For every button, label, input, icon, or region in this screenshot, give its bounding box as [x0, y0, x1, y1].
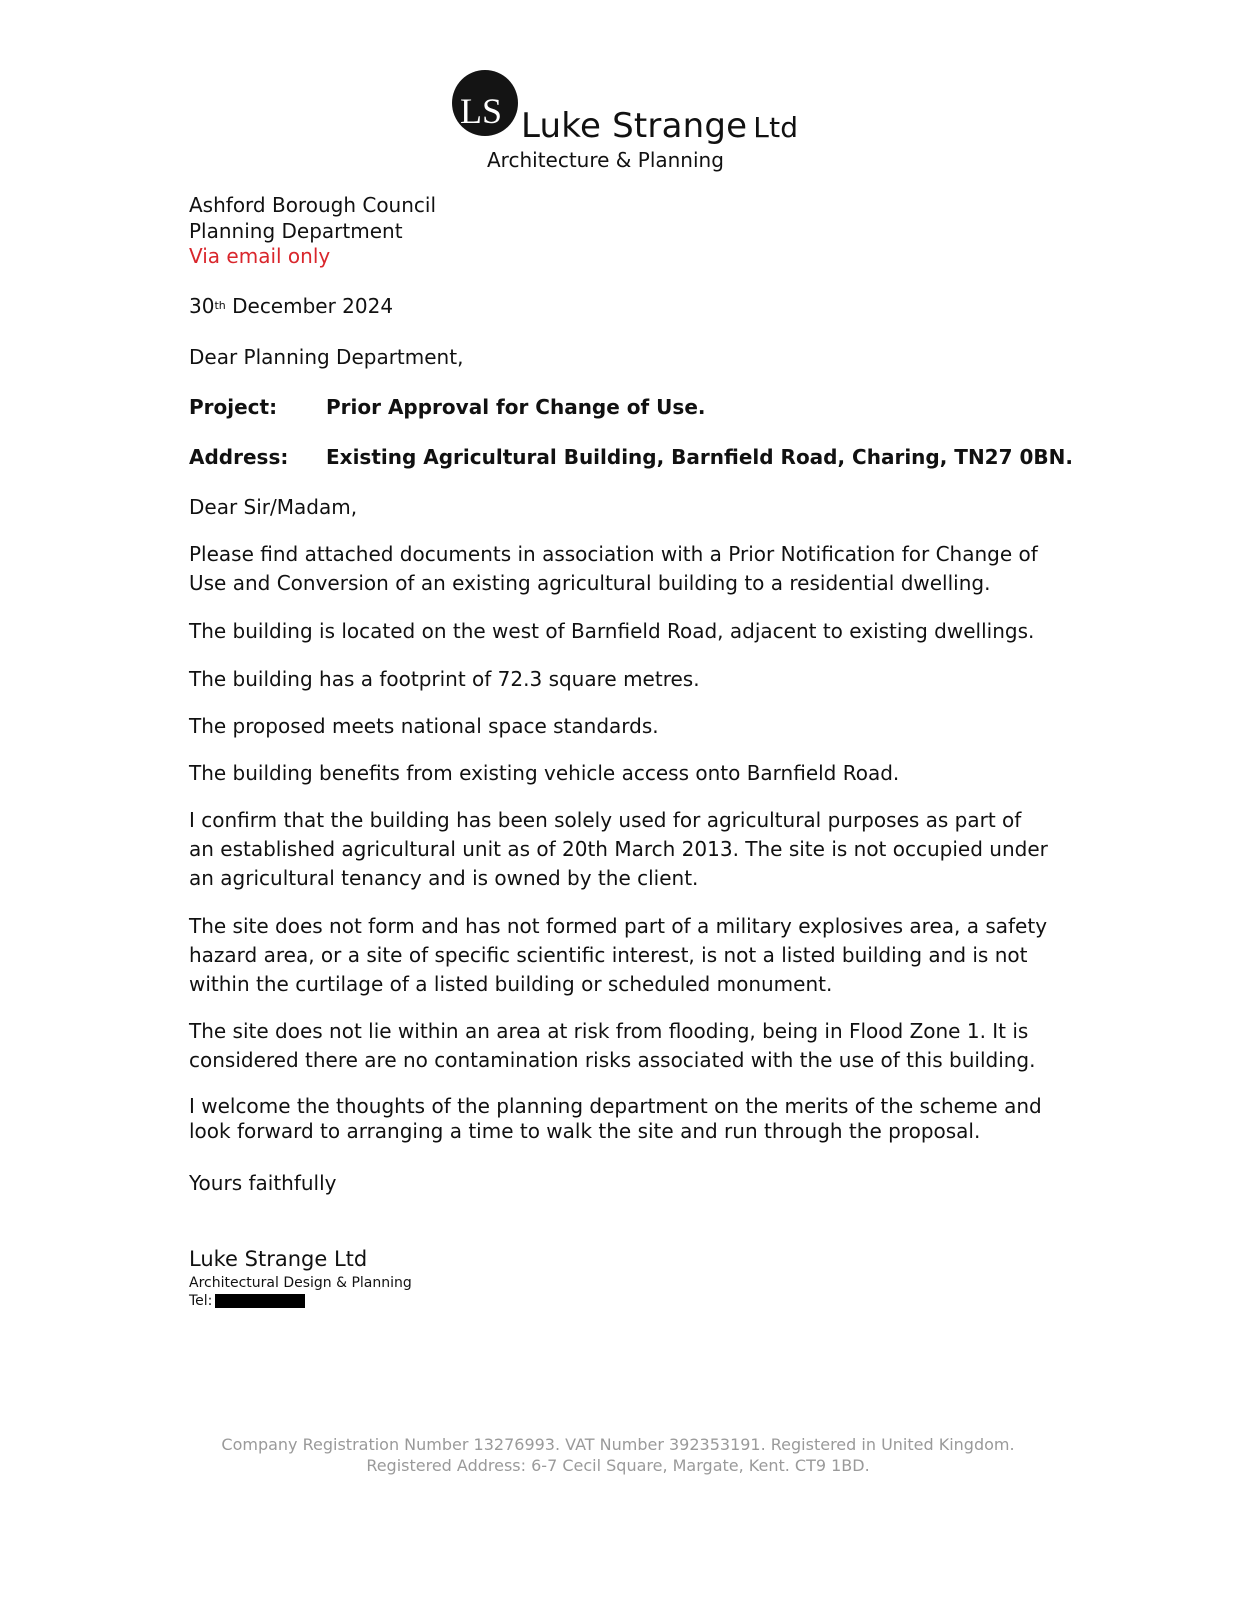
paragraph-7: The site does not form and has not formed part of a military explosives area, a safety hazard area, or a site of specific scientific interest, is not a listed building and is not within the curtilage of a listed building or scheduled monument.	[189, 914, 1048, 996]
salutation-sir-madam: Dear Sir/Madam,	[189, 495, 358, 519]
paragraph-5: The building benefits from existing vehicle access onto Barnfield Road.	[189, 761, 900, 785]
recipient-line-1: Ashford Borough Council	[189, 193, 437, 217]
closing: Yours faithfully	[189, 1171, 337, 1195]
salutation-department: Dear Planning Department,	[189, 345, 464, 369]
redaction-bar	[215, 1294, 305, 1308]
project-label: Project:	[189, 395, 278, 419]
paragraph-2: The building is located on the west of Barnfield Road, adjacent to existing dwellings.	[189, 619, 1035, 643]
address-line	[189, 443, 1073, 472]
address-label: Address:	[189, 445, 289, 469]
logo-initials: LS	[459, 91, 503, 131]
company-suffix: Ltd	[753, 111, 799, 144]
paragraph-1: Please find attached documents in association with a Prior Notification for Change of Use and Conversion of an existing agricultural building to a residential dwelling.	[189, 542, 1038, 595]
date-day: 30	[189, 294, 215, 318]
recipient-line-2: Planning Department	[189, 218, 403, 243]
footer-line-1: Company Registration Number 13276993. VAT Number 392353191. Registered in United Kingdom.	[221, 1435, 1015, 1454]
paragraph-3: The building has a footprint of 72.3 square metres.	[189, 667, 700, 691]
footer	[0, 1434, 1236, 1476]
company-tagline: Architecture & Planning	[487, 148, 724, 172]
paragraph-4: The proposed meets national space standards.	[189, 714, 659, 738]
paragraph-9: I welcome the thoughts of the planning department on the merits of the scheme and look forward to arranging a time to walk the site and run through the proposal.	[189, 1094, 1042, 1143]
tel-label: Tel:	[189, 1293, 213, 1309]
project-value: Prior Approval for Change of Use.	[326, 395, 706, 419]
date-ordinal: th	[214, 299, 226, 312]
company-name-text: Luke Strange	[521, 106, 748, 146]
letterhead	[450, 68, 799, 178]
paragraph-6: I confirm that the building has been solely used for agricultural purposes as part of an established agricultural unit as of 20th March 2013. The site is not occupied under an agricultural tenancy and is owned by the client.	[189, 808, 1048, 890]
signature-name: Luke Strange Ltd	[189, 1247, 368, 1271]
footer-line-2: Registered Address: 6-7 Cecil Square, Margate, Kent. CT9 1BD.	[366, 1456, 870, 1475]
delivery-note: Via email only	[189, 244, 331, 268]
signature-block	[189, 1245, 412, 1310]
company-name	[521, 106, 798, 146]
signature-tel	[189, 1292, 412, 1310]
date-rest: December 2024	[225, 294, 394, 318]
address-value: Existing Agricultural Building, Barnfield Road, Charing, TN27 0BN.	[326, 445, 1073, 469]
signature-title: Architectural Design & Planning	[189, 1275, 412, 1291]
recipient-block	[189, 193, 436, 270]
paragraph-8: The site does not lie within an area at risk from flooding, being in Flood Zone 1. It is considered there are no contamination risks associated with the use of this building.	[189, 1019, 1036, 1072]
company-logo-icon	[450, 68, 520, 138]
project-line	[189, 393, 705, 422]
letter-date	[189, 292, 393, 321]
